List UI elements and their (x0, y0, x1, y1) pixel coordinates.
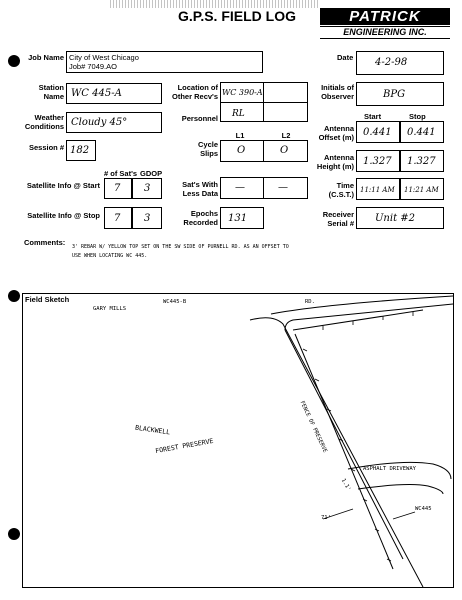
weather-label: Weather Conditions (24, 113, 64, 131)
stop-header: Stop (409, 112, 426, 121)
sats-stop-field[interactable] (104, 207, 132, 229)
gdop-start-field[interactable] (132, 178, 162, 199)
station-name-label: Station Name (38, 83, 64, 101)
personnel-value: RL (232, 109, 245, 119)
antenna-offset-stop: 0.441 (407, 127, 436, 138)
station-name-value: WC 445-A (71, 88, 122, 99)
sketch-gary-mills: GARY MILLS (93, 306, 127, 312)
location-other-field-4[interactable] (263, 102, 308, 122)
gdop-stop: 3 (144, 213, 151, 224)
road-edge-east (285, 330, 403, 559)
cycle-slips-l2: O (280, 145, 289, 156)
gdop-stop-field[interactable] (132, 207, 162, 229)
field-sketch-area (22, 293, 454, 588)
initials-label: Initials of Observer (321, 83, 354, 101)
antenna-offset-label: Antenna Offset (m) (318, 124, 354, 142)
sketch-rd: RD. (305, 299, 315, 305)
weather-value: Cloudy 45° (71, 117, 128, 128)
receiver-value: Unit #2 (375, 213, 416, 224)
sketch-fence: FENCE OF PRESERVE (298, 400, 328, 454)
punch-hole-middle (8, 290, 20, 302)
location-other-field-1[interactable] (220, 82, 264, 103)
sat-info-start-label: Satellite Info @ Start (26, 181, 100, 190)
l1-header: L1 (235, 131, 245, 140)
cycle-slips-label: Cycle Slips (197, 140, 218, 158)
session-label: Session # (28, 143, 64, 152)
logo-top: PATRICK (320, 8, 450, 25)
wc445-leader (393, 512, 415, 519)
session-field[interactable] (66, 140, 96, 161)
station-name-field[interactable] (66, 83, 162, 104)
sketch-asphalt: ASPHALT DRIVEWAY (363, 466, 416, 472)
gdop-header: GDOP (140, 169, 163, 178)
epochs-value: 131 (228, 213, 248, 224)
road-edge-north (271, 296, 453, 314)
sketch-blackwell: BLACKWELL (134, 423, 171, 437)
sketch-drawing (23, 294, 453, 587)
initials-value: BPG (383, 89, 406, 100)
antenna-offset-stop-field[interactable] (400, 121, 444, 143)
antenna-height-start-field[interactable] (356, 150, 400, 172)
sats-less-label: Sat's With Less Data (182, 180, 218, 198)
sketch-dist2: 71' (321, 515, 331, 521)
time-start: 11:11 AM (360, 186, 395, 194)
fence-line (295, 334, 393, 569)
comment-line-1: 3' REBAR W/ YELLOW TOP SET ON THE SW SIDE OF PURNELL RD. AS AN OFFSET TO (72, 244, 289, 250)
antenna-height-start: 1.327 (363, 156, 392, 167)
sats-start: 7 (114, 183, 121, 194)
form-title: G.P.S. FIELD LOG (178, 8, 296, 24)
time-stop-field[interactable] (400, 178, 444, 200)
location-other-value: WC 390-A (222, 88, 263, 97)
company-logo (320, 8, 450, 38)
logo-bottom: ENGINEERING INC. (320, 26, 450, 39)
antenna-height-stop-field[interactable] (400, 150, 444, 172)
weather-field[interactable] (66, 112, 162, 133)
sat-info-stop-label: Satellite Info @ Stop (27, 211, 100, 220)
field-sketch-label: Field Sketch (25, 295, 70, 304)
date-value: 4-2-98 (375, 57, 408, 68)
initials-field[interactable] (356, 82, 444, 106)
location-other-label: Location of Other Recv's (172, 83, 218, 101)
cycle-slips-l1-field[interactable] (220, 140, 264, 162)
sketch-wc445: WC445 (415, 506, 432, 512)
sats-stop: 7 (114, 213, 121, 224)
epochs-field[interactable] (220, 207, 264, 229)
epochs-label: Epochs Recorded (183, 209, 218, 227)
job-name-line1: City of West Chicago (69, 53, 139, 62)
receiver-field[interactable] (356, 207, 444, 229)
antenna-offset-start: 0.441 (363, 127, 392, 138)
job-name-label: Job Name (28, 53, 64, 62)
antenna-height-stop: 1.327 (407, 156, 436, 167)
sats-less-l1: — (235, 182, 245, 193)
sketch-dist1: 1.1' (339, 477, 352, 493)
date-field[interactable] (356, 51, 444, 75)
time-start-field[interactable] (356, 178, 400, 200)
gdop-start: 3 (144, 183, 151, 194)
antenna-offset-start-field[interactable] (356, 121, 400, 143)
job-name-line2: Job# 7049.AO (69, 62, 117, 71)
sketch-forest-preserve: FOREST PRESERVE (154, 436, 214, 456)
comment-line-2: USE WHEN LOCATING WC 445. (72, 253, 148, 259)
punch-hole-bottom (8, 528, 20, 540)
time-stop: 11:21 AM (404, 186, 439, 194)
job-name-field[interactable] (66, 51, 263, 73)
cycle-slips-l1: O (237, 145, 246, 156)
date-label: Date (337, 53, 354, 62)
sketch-wc445b: WC445-B (163, 299, 187, 305)
comments-label: Comments: (24, 238, 66, 247)
personnel-label: Personnel (181, 114, 218, 123)
sats-less-l2: — (278, 182, 288, 193)
num-sats-header: # of Sat's (104, 169, 138, 178)
session-value: 182 (70, 145, 90, 156)
l2-header: L2 (281, 131, 291, 140)
receiver-label: Receiver Serial # (322, 210, 354, 228)
sats-start-field[interactable] (104, 178, 132, 199)
start-header: Start (364, 112, 382, 121)
sats-less-l1-field[interactable] (220, 177, 264, 199)
antenna-height-label: Antenna Height (m) (316, 153, 354, 171)
time-label: Time (C.S.T.) (328, 181, 354, 199)
header-speckle (110, 0, 320, 8)
